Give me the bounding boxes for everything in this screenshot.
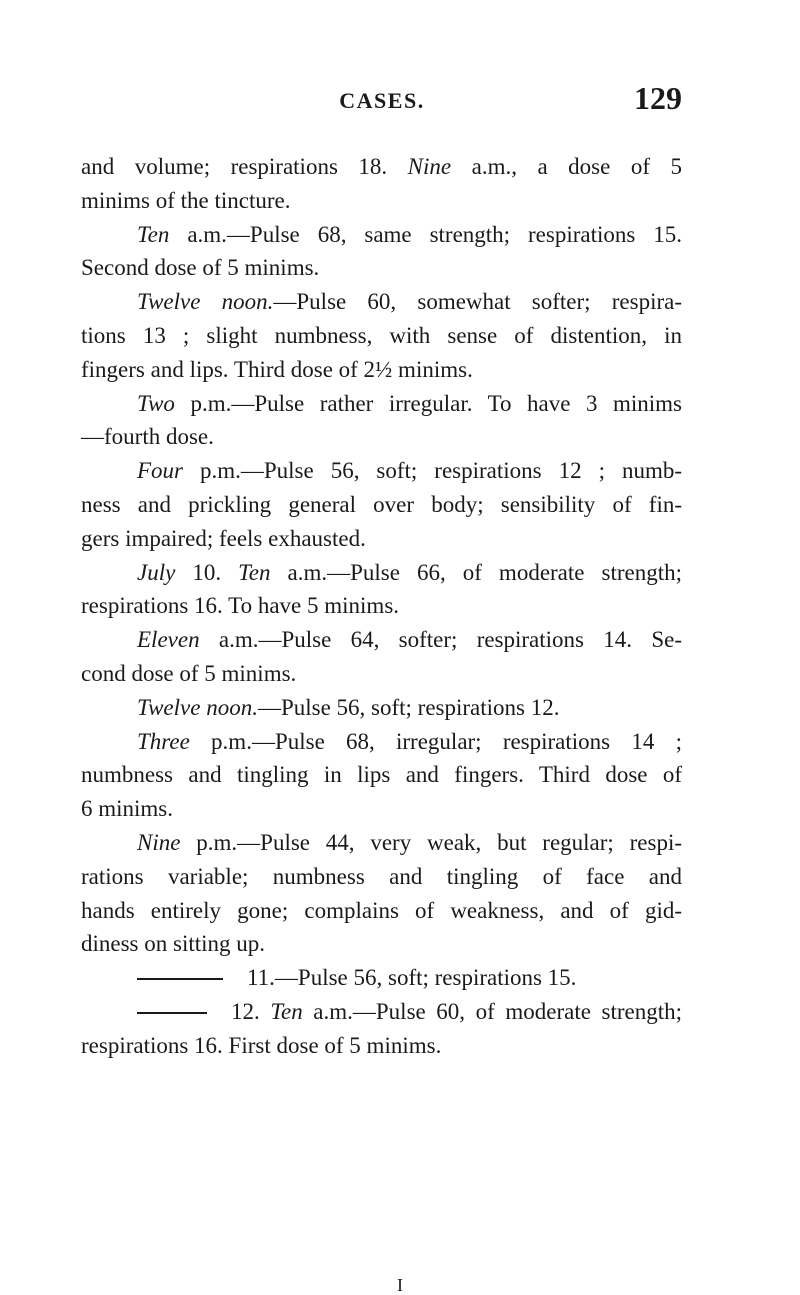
text-line: diness on sitting up.: [81, 931, 266, 957]
text-line: Nine p.m.—Pulse 44, very weak, but regular; respi-: [137, 829, 682, 855]
text-line: Second dose of 5 minims.: [81, 255, 320, 281]
page-header: [82, 80, 682, 128]
text-line: 12. Ten a.m.—Pulse 60, of moderate strength;: [81, 995, 682, 1029]
text-line: Twelve noon.—Pulse 60, somewhat softer; respira-: [137, 289, 682, 315]
page-number: 129: [634, 80, 682, 116]
text-line: fingers and lips. Third dose of 2½ minims.: [81, 356, 473, 382]
text-line: Two p.m.—Pulse rather irregular. To have 3 minims: [137, 390, 682, 416]
text-line: rations variable; numbness and tingling of face and: [81, 863, 682, 889]
text-line: 6 minims.: [81, 796, 174, 822]
running-head: CASES.: [339, 88, 425, 113]
text-line: Twelve noon.—Pulse 56, soft; respirations 12.: [137, 694, 560, 720]
text-line: July 10. Ten a.m.—Pulse 66, of moderate strength;: [137, 559, 683, 585]
ditto-dash: [137, 1012, 207, 1014]
ditto-dash: [137, 978, 223, 980]
text-line: respirations 16. To have 5 minims.: [81, 593, 400, 619]
text-line: Four p.m.—Pulse 56, soft; respirations 12 ; numb-: [137, 458, 682, 484]
text-line: cond dose of 5 minims.: [81, 660, 297, 686]
signature-mark: I: [397, 1275, 403, 1295]
text-line: respirations 16. First dose of 5 minims.: [81, 1032, 442, 1058]
text-line: 11.—Pulse 56, soft; respirations 15.: [81, 961, 682, 995]
text-line: gers impaired; feels exhausted.: [81, 525, 366, 551]
text-line: —fourth dose.: [81, 424, 214, 450]
text-line: tions 13 ; slight numbness, with sense of distention, in: [81, 322, 682, 348]
text-line: hands entirely gone; complains of weakness, and of gid-: [81, 897, 682, 923]
body-text: [81, 150, 682, 1063]
text-line: Eleven a.m.—Pulse 64, softer; respirations 14. Se-: [137, 627, 682, 653]
text-line: minims of the tincture.: [81, 187, 291, 213]
text-line: Three p.m.—Pulse 68, irregular; respirations 14 ;: [137, 728, 682, 754]
text-line: and volume; respirations 18. Nine a.m., a dose of 5: [81, 154, 682, 179]
text-line: numbness and tingling in lips and fingers. Third dose of: [81, 762, 682, 788]
text-line: Ten a.m.—Pulse 68, same strength; respirations 15.: [137, 221, 682, 247]
text-line: ness and prickling general over body; sensibility of fin-: [81, 491, 682, 517]
